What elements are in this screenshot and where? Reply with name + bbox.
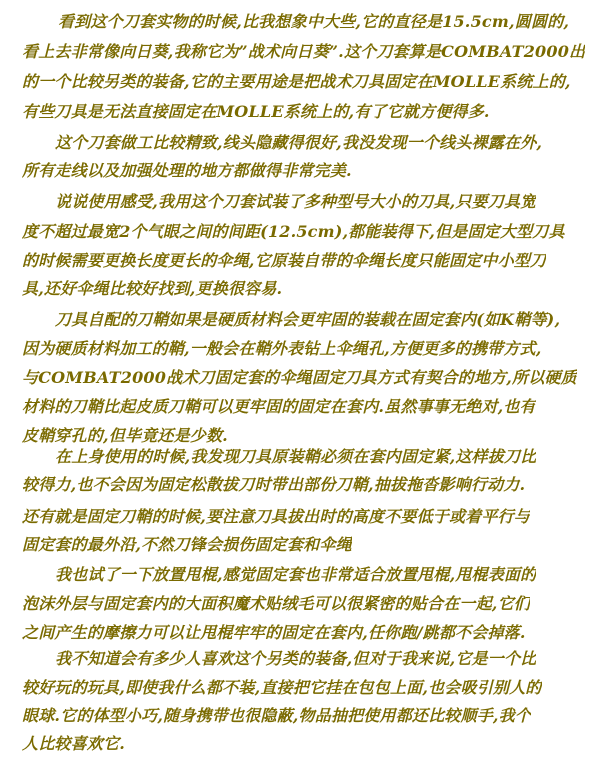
paragraph-line: 所有走线以及加强处理的地方都做得非常完美.	[22, 161, 352, 180]
paragraph-line: 我也试了一下放置甩棍,感觉固定套也非常适合放置甩棍,甩棍表面的	[55, 565, 537, 584]
paragraph-line: 材料的刀鞘比起皮质刀鞘可以更牢固的固定在套内.虽然事事无绝对,也有	[22, 397, 536, 416]
paragraph-line: 皮鞘穿孔的,但毕竟还是少数.	[22, 426, 228, 445]
paragraph-line: 之间产生的摩擦力可以让甩棍牢牢的固定在套内,任你跑/跳都不会掉落.	[22, 623, 526, 642]
paragraph-line: 与COMBAT2000战术刀固定套的伞绳固定刀具方式有契合的地方,所以硬质	[22, 368, 577, 387]
paragraph-line: 眼球.它的体型小巧,随身携带也很隐蔽,物品抽把使用都还比较顺手,我个	[22, 706, 532, 725]
paragraph-line: 的时候需要更换长度更长的伞绳,它原装自带的伞绳长度只能固定中小型刀	[22, 251, 547, 270]
paragraph-line: 的一个比较另类的装备,它的主要用途是把战术刀具固定在MOLLE系统上的,	[22, 72, 571, 91]
paragraph-line: 看到这个刀套实物的时候,比我想象中大些,它的直径是15.5cm,圆圆的,	[58, 12, 570, 31]
paragraph-line: 看上去非常像向日葵,我称它为”战术向日葵”.这个刀套算是COMBAT2000出	[22, 42, 586, 61]
paragraph-line: 刀具自配的刀鞘如果是硬质材料会更牢固的装载在固定套内(如K鞘等),	[55, 310, 561, 329]
paragraph-line: 泡沫外层与固定套内的大面积魔术贴绒毛可以很紧密的贴合在一起,它们	[22, 594, 530, 613]
paragraph-line: 固定套的最外沿,不然刀锋会损伤固定套和伞绳	[22, 535, 352, 554]
paragraph-line: 我不知道会有多少人喜欢这个另类的装备,但对于我来说,它是一个比	[55, 649, 537, 668]
paragraph-line: 还有就是固定刀鞘的时候,要注意刀具拔出时的高度不要低于或着平行与	[22, 507, 530, 526]
paragraph-line: 人比较喜欢它.	[22, 734, 125, 753]
paragraph-line: 因为硬质材料加工的鞘,一般会在鞘外表钻上伞绳孔,方便更多的携带方式,	[22, 339, 542, 358]
paragraph-line: 度不超过最宽2个气眼之间的间距(12.5cm),都能装得下,但是固定大型刀具	[22, 222, 565, 241]
paragraph-line: 说说使用感受,我用这个刀套试装了多种型号大小的刀具,只要刀具宽	[55, 192, 537, 211]
paragraph-line: 在上身使用的时候,我发现刀具原装鞘必须在套内固定紧,这样拔刀比	[55, 447, 537, 466]
paragraph-line: 较得力,也不会因为固定松散拔刀时带出部份刀鞘,抽拔拖沓影响行动力.	[22, 475, 526, 494]
paragraph-line: 有些刀具是无法直接固定在MOLLE系统上的,有了它就方便得多.	[22, 102, 490, 121]
paragraph-line: 具,还好伞绳比较好找到,更换很容易.	[22, 279, 283, 298]
paragraph-line: 较好玩的玩具,即使我什么都不装,直接把它挂在包包上面,也会吸引别人的	[22, 678, 542, 697]
paragraph-line: 这个刀套做工比较精致,线头隐藏得很好,我没发现一个线头裸露在外,	[55, 133, 543, 152]
